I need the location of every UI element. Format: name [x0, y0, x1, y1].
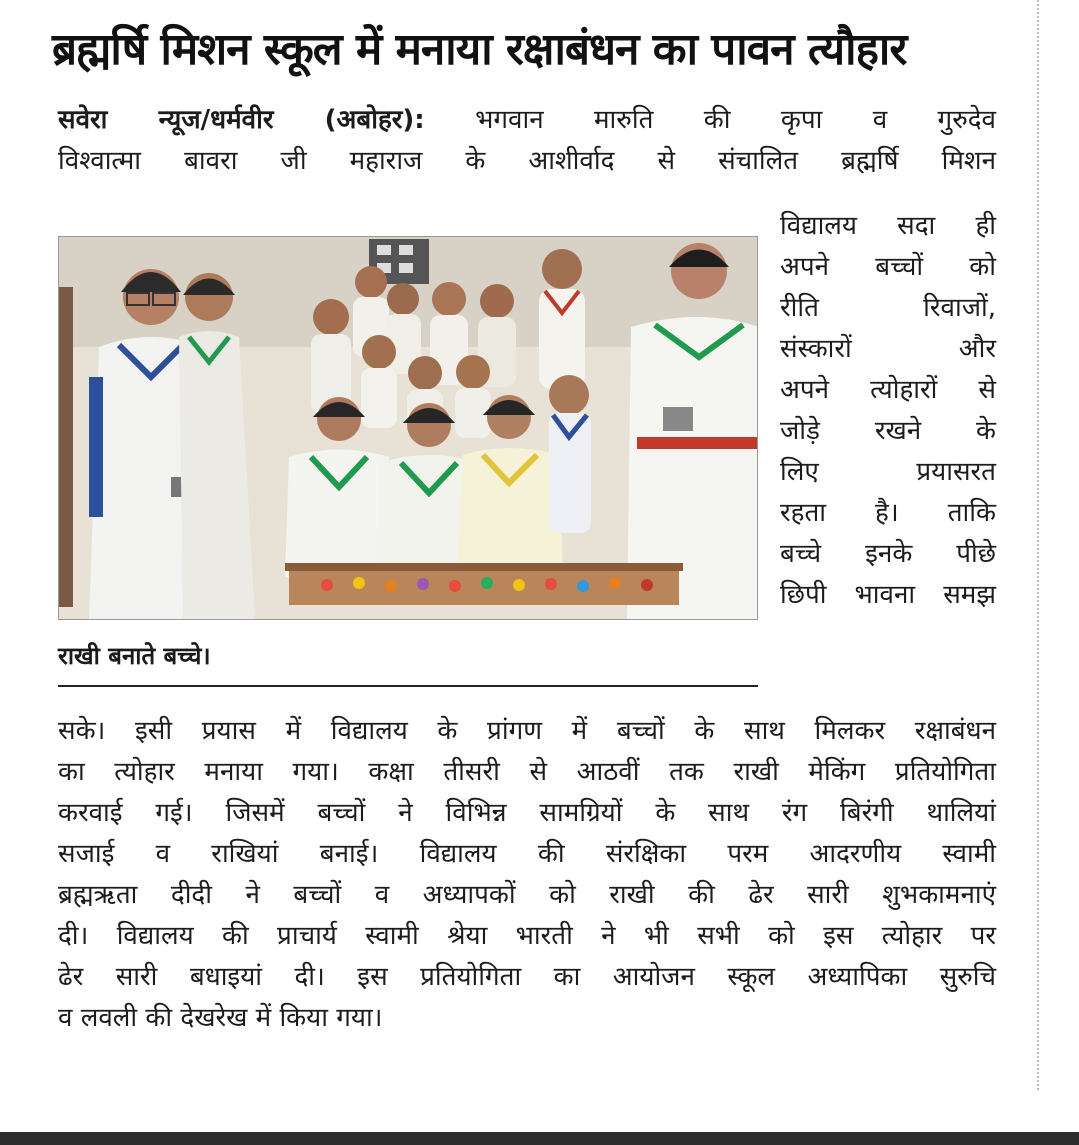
side-line: बच्चे इनके पीछे — [780, 539, 996, 569]
side-line: रहता है। ताकि — [780, 498, 996, 528]
body-line: सजाई व राखियां बनाई। विद्यालय की संरक्षिका परम आदरणीय स्वामी — [58, 839, 996, 869]
photo-children-making-rakhi — [58, 236, 758, 620]
side-line: संस्कारों और — [780, 334, 996, 364]
body-line: ब्रह्मऋता दीदी ने बच्चों व अध्यापकों को राखी की ढेर सारी शुभकामनाएं — [58, 880, 996, 910]
side-line: जोड़े रखने के — [780, 416, 996, 446]
intro-line-2: विश्वात्मा बावरा जी महाराज के आशीर्वाद से संचालित ब्रह्मर्षि मिशन — [58, 146, 996, 176]
column-divider — [1037, 0, 1039, 1090]
body-line: व लवली की देखरेख में किया गया। — [58, 1003, 383, 1033]
body-line: करवाई गई। जिसमें बच्चों ने विभिन्न सामग्रियों के साथ रंग बिरंगी थालियां — [58, 798, 996, 828]
photo-caption: राखी बनाते बच्चे। — [58, 642, 211, 670]
side-line: लिए प्रयासरत — [780, 457, 996, 487]
body-line: दी। विद्यालय की प्राचार्य स्वामी श्रेया भारती ने भी सभी को इस त्योहार पर — [58, 921, 996, 951]
side-line: रीति रिवाजों, — [780, 293, 996, 323]
body-line: ढेर सारी बधाइयां दी। इस प्रतियोगिता का आयोजन स्कूल अध्यापिका सुरुचि — [58, 962, 996, 992]
side-line: विद्यालय सदा ही — [780, 211, 996, 241]
side-line: अपने बच्चों को — [780, 252, 996, 282]
side-line: अपने त्योहारों से — [780, 375, 996, 405]
headline: ब्रह्मर्षि मिशन स्कूल में मनाया रक्षाबंधन का पावन त्यौहार — [52, 24, 907, 75]
caption-divider — [58, 685, 758, 687]
intro-line-1-text: भगवान मारुति की कृपा व गुरुदेव — [424, 105, 997, 135]
side-column-text — [780, 206, 996, 616]
body-line: का त्योहार मनाया गया। कक्षा तीसरी से आठवीं तक राखी मेकिंग प्रतियोगिता — [58, 757, 996, 787]
bottom-edge-bar — [0, 1132, 1079, 1145]
side-line: छिपी भावना समझ — [780, 580, 996, 610]
body-paragraph — [58, 711, 996, 1039]
byline: सवेरा न्यूज/धर्मवीर (अबोहर): — [58, 105, 425, 135]
rakhi-table — [285, 563, 683, 605]
intro-line-1 — [58, 100, 996, 141]
body-line: सके। इसी प्रयास में विद्यालय के प्रांगण में बच्चों के साथ मिलकर रक्षाबंधन — [58, 716, 996, 746]
intro-paragraph — [58, 100, 996, 182]
photo-illustration — [59, 237, 757, 619]
